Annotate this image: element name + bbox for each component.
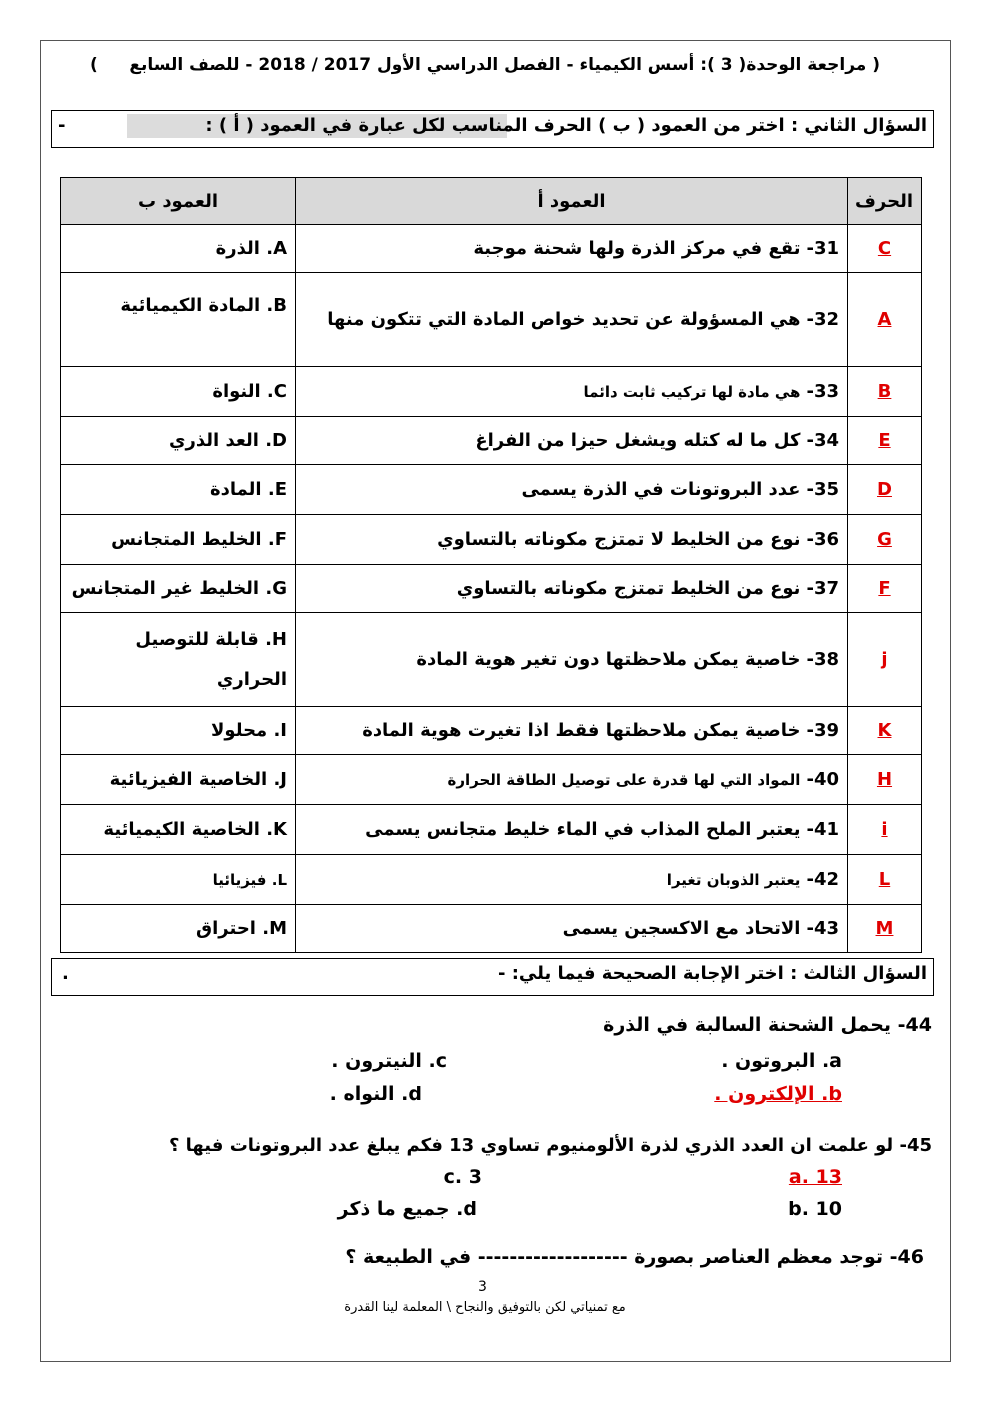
question-two-text: السؤال الثاني : اختر من العمود ( ب ) الحرف المناسب لكل عبارة في العمود ( أ ) :: [205, 115, 927, 136]
statement-cell: [296, 805, 848, 855]
option-text: K. الخاصية الكيميائية: [103, 819, 287, 840]
q45-option-a-label: a. 13: [788, 1166, 842, 1188]
statement-number: 41-: [806, 819, 839, 840]
table-row: [61, 805, 922, 855]
option-cell: [61, 855, 296, 905]
option-cell: [61, 367, 296, 417]
statement-cell: [296, 855, 848, 905]
option-text: M. احتراق: [196, 918, 287, 939]
answer-letter: G: [877, 529, 892, 550]
table-row: [61, 515, 922, 565]
statement-text: خاصية يمكن ملاحظتها فقط اذا تغيرت هوية المادة: [362, 720, 801, 741]
option-cell: [61, 225, 296, 273]
question-three-heading: [51, 958, 934, 996]
table-row: [61, 417, 922, 465]
statement-text: عدد البروتونات في الذرة يسمى: [521, 479, 801, 500]
option-cell: [61, 805, 296, 855]
statement-number: 38-: [806, 649, 839, 670]
statement-number: 43-: [806, 918, 839, 939]
question-two-trailing: -: [58, 115, 66, 136]
answer-letter-cell: [848, 273, 922, 367]
statement-cell: [296, 225, 848, 273]
question-three-text: السؤال الثالث : اختر الإجابة الصحيحة فيما يلي: -: [498, 963, 927, 984]
q44-option-c[interactable]: c. النيترون .: [331, 1050, 447, 1072]
table-row: [61, 367, 922, 417]
option-text: H. قابلة للتوصيل الحراري: [135, 628, 287, 690]
statement-text: هي المسؤولة عن تحديد خواص المادة التي تتكون منها: [327, 308, 801, 330]
statement-text: خاصية يمكن ملاحظتها دون تغير هوية المادة: [416, 649, 801, 670]
answer-letter: F: [878, 578, 891, 599]
q44-option-d[interactable]: d. النواه .: [329, 1083, 422, 1105]
answer-letter-cell: [848, 855, 922, 905]
question-two-heading: [51, 110, 934, 148]
statement-number: 32-: [806, 308, 839, 330]
page-title: [60, 55, 880, 85]
q45-option-d[interactable]: d. جميع ما ذكر: [337, 1198, 477, 1220]
answer-letter: C: [877, 238, 892, 259]
statement-cell: [296, 465, 848, 515]
statement-text: كل ما له كتله ويشغل حيزا من الفراغ: [475, 430, 801, 451]
answer-letter-cell: [848, 613, 922, 707]
q45-option-b[interactable]: b. 10: [788, 1198, 842, 1220]
answer-letter-cell: [848, 805, 922, 855]
table-row: [61, 855, 922, 905]
option-cell: [61, 905, 296, 953]
q44-option-b-label: b. الإلكترون .: [714, 1083, 842, 1105]
answer-letter: B: [877, 381, 892, 402]
statement-text: الاتحاد مع الاكسجين يسمى: [562, 918, 801, 939]
table-row: [61, 565, 922, 613]
q44-option-a[interactable]: a. البروتون .: [721, 1050, 842, 1072]
statement-number: 37-: [806, 578, 839, 599]
header-letter: الحرف: [848, 178, 922, 225]
statement-cell: [296, 565, 848, 613]
answer-letter-cell: [848, 707, 922, 755]
statement-cell: [296, 273, 848, 367]
statement-number: 40-: [806, 769, 839, 790]
option-text: C. النواة: [212, 381, 287, 402]
question-three-trailing: .: [62, 963, 69, 984]
statement-text: المواد التي لها قدرة على توصيل الطاقة الحرارة: [447, 771, 801, 789]
option-text: I. محلولا: [211, 720, 287, 741]
footer-note: مع تمنياتي لكن بالتوفيق والنجاح \ المعلمة لينا القدرة: [344, 1300, 626, 1315]
statement-number: 33-: [806, 381, 839, 402]
statement-cell: [296, 367, 848, 417]
option-cell: [61, 613, 296, 707]
answer-letter: L: [878, 869, 891, 890]
statement-number: 42-: [806, 869, 839, 890]
option-text: B. المادة الكيميائية: [120, 295, 287, 316]
page-number: 3: [478, 1279, 487, 1295]
answer-letter-cell: [848, 515, 922, 565]
statement-text: يعتبر الملح المذاب في الماء خليط متجانس يسمى: [365, 819, 801, 840]
answer-letter-cell: [848, 367, 922, 417]
answer-letter-cell: [848, 565, 922, 613]
option-cell: [61, 417, 296, 465]
statement-cell: [296, 417, 848, 465]
statement-text: تقع في مركز الذرة ولها شحنة موجبة: [473, 238, 801, 259]
option-cell: [61, 465, 296, 515]
table-row: [61, 707, 922, 755]
option-text: J. الخاصية الفيزيائية: [109, 769, 287, 790]
q45-option-a[interactable]: [789, 1166, 842, 1188]
answer-letter-cell: [848, 755, 922, 805]
option-text: E. المادة: [209, 479, 287, 500]
answer-letter: K: [877, 720, 892, 741]
statement-number: 34-: [806, 430, 839, 451]
question-44: 44- يحمل الشحنة السالبة في الذرة: [603, 1014, 932, 1036]
option-cell: [61, 755, 296, 805]
option-text: A. الذرة: [215, 238, 287, 259]
statement-number: 35-: [806, 479, 839, 500]
option-cell: [61, 707, 296, 755]
answer-letter: H: [876, 769, 893, 790]
answer-letter: D: [877, 479, 892, 500]
statement-number: 36-: [806, 529, 839, 550]
option-text: F. الخليط المتجانس: [111, 529, 287, 550]
option-text: D. العد الذري: [169, 430, 287, 451]
option-cell: [61, 273, 296, 367]
matching-table: [60, 177, 922, 953]
statement-number: 31-: [806, 238, 839, 259]
answer-letter-cell: [848, 465, 922, 515]
statement-text: هي مادة لها تركيب ثابت دائما: [583, 383, 801, 401]
answer-letter: M: [875, 918, 894, 939]
statement-cell: [296, 905, 848, 953]
statement-cell: [296, 707, 848, 755]
header-column-a: العمود أ: [296, 178, 848, 225]
answer-letter: E: [878, 430, 891, 451]
answer-letter-cell: [848, 225, 922, 273]
table-row: [61, 755, 922, 805]
answer-letter: i: [881, 819, 888, 840]
question-46: 46- توجد معظم العناصر بصورة ------------------- في الطبيعة ؟: [345, 1246, 924, 1268]
title-close-paren: ): [90, 55, 98, 75]
table-row: [61, 225, 922, 273]
option-cell: [61, 515, 296, 565]
table-row: [61, 613, 922, 707]
answer-letter-cell: [848, 905, 922, 953]
title-text: ( مراجعة الوحدة( 3 ): أسس الكيمياء - الفصل الدراسي الأول 2017 / 2018 - للصف السابع: [129, 55, 880, 75]
option-text: G. الخليط غير المتجانس: [71, 578, 287, 599]
statement-cell: [296, 755, 848, 805]
q44-option-b[interactable]: [714, 1083, 842, 1105]
statement-number: 39-: [806, 720, 839, 741]
statement-cell: [296, 515, 848, 565]
table-row: [61, 905, 922, 953]
header-column-b: العمود ب: [61, 178, 296, 225]
statement-text: نوع من الخليط تمتزج مكوناته بالتساوي: [456, 578, 801, 599]
q45-option-c[interactable]: c. 3: [443, 1166, 482, 1188]
statement-cell: [296, 613, 848, 707]
statement-text: يعتبر الذوبان تغيرا: [666, 871, 801, 889]
answer-letter: j: [881, 649, 888, 670]
answer-letter: A: [877, 309, 892, 330]
statement-text: نوع من الخليط لا تمتزج مكوناته بالتساوي: [437, 529, 801, 550]
option-cell: [61, 565, 296, 613]
table-header-row: [61, 178, 922, 225]
table-row: [61, 465, 922, 515]
table-row: [61, 273, 922, 367]
option-text: L. فيزيائيا: [212, 871, 287, 889]
question-45: 45- لو علمت ان العدد الذري لذرة الألومنيوم تساوي 13 فكم يبلغ عدد البروتونات فيها ؟: [168, 1135, 932, 1156]
answer-letter-cell: [848, 417, 922, 465]
